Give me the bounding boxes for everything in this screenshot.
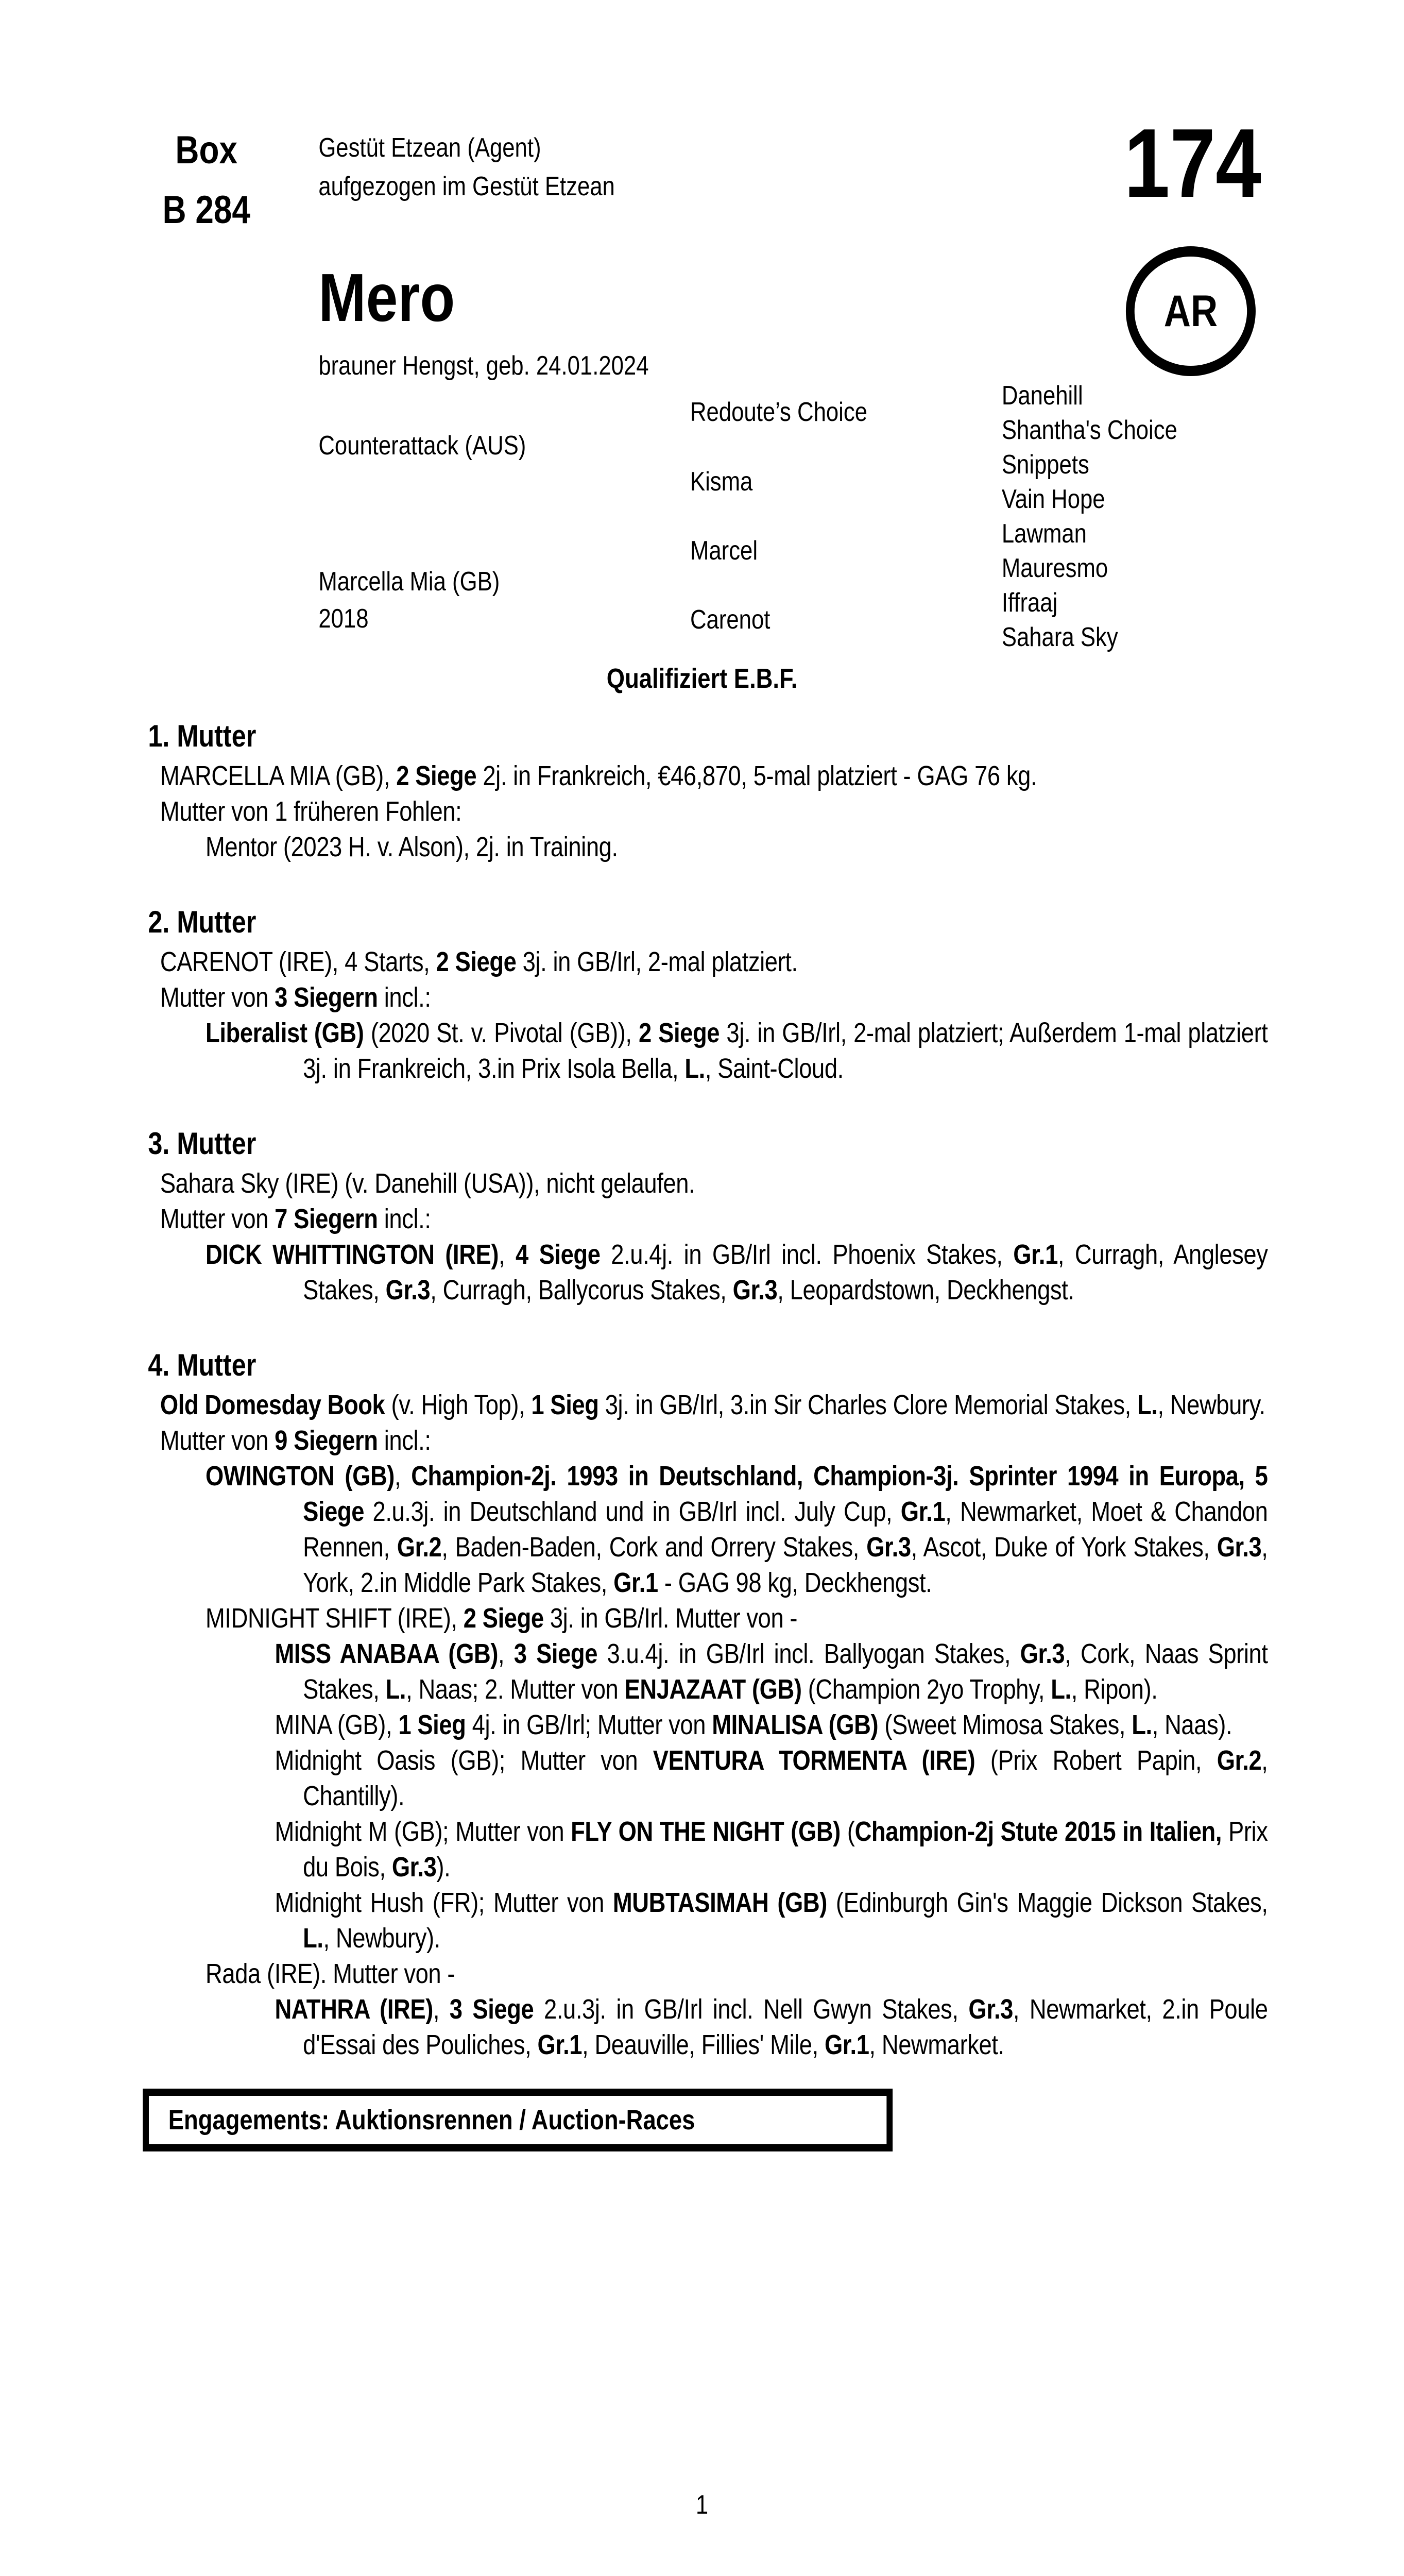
- emphasized-text: MISS ANABAA (GB): [275, 1638, 499, 1669]
- body-text: ,: [499, 1239, 516, 1270]
- horse-details: brauner Hengst, geb. 24.01.2024: [318, 351, 649, 381]
- section-paragraph: [0, 1166, 1404, 1201]
- section-paragraph: [0, 980, 1404, 1015]
- body-text: , Saint-Cloud.: [705, 1053, 844, 1084]
- pedigree-grandsire: Redoute’s Choice: [690, 397, 868, 427]
- lot-number: 174: [1124, 109, 1261, 218]
- section-paragraph: [0, 1956, 1404, 1992]
- emphasized-text: Gr.3: [391, 1852, 437, 1883]
- body-text: , Curragh, Ballycorus Stakes,: [430, 1275, 733, 1306]
- body-text: Sahara Sky (IRE) (v. Danehill (USA)), nicht gelaufen.: [160, 1168, 695, 1199]
- body-text: ,: [498, 1638, 514, 1669]
- body-text: incl.:: [378, 1425, 431, 1456]
- section-heading: 1. Mutter: [148, 719, 256, 753]
- emphasized-text: 2 Siege: [436, 946, 517, 977]
- body-text: (Champion 2yo Trophy,: [801, 1674, 1051, 1705]
- body-text: 2.u.3j. in GB/Irl incl. Nell Gwyn Stakes,: [534, 1994, 969, 2025]
- body-text: MARCELLA MIA (GB),: [160, 760, 397, 791]
- pedigree-table: [0, 379, 1404, 659]
- body-text: Midnight Oasis (GB); Mutter von: [275, 1745, 653, 1776]
- emphasized-text: Champion-2j. 1993 in Deutschland, Champion-3j. Sprinter 1994 in Europa, 5 Siege: [303, 1461, 1268, 1527]
- emphasized-text: 7 Siegern: [275, 1204, 378, 1234]
- emphasized-text: L.: [684, 1053, 705, 1084]
- emphasized-text: Gr.3: [1020, 1638, 1065, 1669]
- emphasized-text: Gr.3: [385, 1275, 431, 1306]
- body-text: , Cork, Naas Sprint Stakes,: [303, 1638, 1268, 1705]
- emphasized-text: 3 Siege: [513, 1638, 598, 1669]
- body-text: 2.u.3j. in Deutschland und in GB/Irl incl. July Cup,: [364, 1496, 901, 1527]
- body-text: , Naas; 2. Mutter von: [406, 1674, 625, 1705]
- body-text: Midnight M (GB); Mutter von: [275, 1816, 571, 1847]
- section-paragraph: [0, 1814, 1404, 1885]
- qualification-note: Qualifiziert E.B.F.: [606, 663, 798, 694]
- body-text: ,: [433, 1994, 450, 2025]
- body-text: 4j. in GB/Irl; Mutter von: [466, 1709, 712, 1740]
- body-text: incl.:: [378, 1204, 431, 1234]
- pedigree-grandsire: Marcel: [690, 536, 758, 566]
- race-record-sections: [0, 719, 1404, 2063]
- body-text: 3j. in GB/Irl, 2-mal platziert.: [516, 946, 798, 977]
- emphasized-text: L.: [1132, 1709, 1152, 1740]
- emphasized-text: L.: [385, 1674, 406, 1705]
- emphasized-text: DICK WHITTINGTON (IRE): [206, 1239, 499, 1270]
- emphasized-text: Gr.2: [1217, 1745, 1262, 1776]
- body-text: 3j. in GB/Irl, 3.in Sir Charles Clore Memorial Stakes,: [598, 1389, 1137, 1420]
- body-text: , Newbury.: [1157, 1389, 1265, 1420]
- body-text: 3.u.4j. in GB/Irl incl. Ballyogan Stakes,: [597, 1638, 1020, 1669]
- section-paragraph: [0, 1015, 1404, 1087]
- body-text: (v. High Top),: [385, 1389, 532, 1420]
- body-text: (Prix Robert Papin,: [975, 1745, 1217, 1776]
- emphasized-text: 3 Siege: [449, 1994, 534, 2025]
- body-text: Mutter von 1 früheren Fohlen:: [160, 796, 462, 827]
- pedigree-ancestor: Mauresmo: [1001, 553, 1108, 583]
- brand-code: AR: [1163, 286, 1218, 336]
- emphasized-text: 1 Sieg: [398, 1709, 466, 1740]
- body-text: (: [840, 1816, 855, 1847]
- emphasized-text: Gr.2: [397, 1532, 442, 1563]
- body-text: MIDNIGHT SHIFT (IRE),: [206, 1603, 464, 1634]
- emphasized-text: 2 Siege: [638, 1018, 720, 1048]
- body-text: incl.:: [378, 982, 431, 1013]
- body-text: Midnight Hush (FR); Mutter von: [275, 1887, 613, 1918]
- body-text: , Baden-Baden, Cork and Orrery Stakes,: [441, 1532, 867, 1563]
- pedigree-ancestor: Iffraaj: [1001, 588, 1058, 618]
- section-heading: 4. Mutter: [148, 1348, 256, 1382]
- emphasized-text: 9 Siegern: [275, 1425, 378, 1456]
- emphasized-text: 1 Sieg: [531, 1389, 599, 1420]
- emphasized-text: Gr.1: [900, 1496, 946, 1527]
- section-paragraph: [0, 1636, 1404, 1707]
- box-number: B 284: [162, 188, 250, 232]
- pedigree-ancestor: Snippets: [1001, 450, 1089, 480]
- emphasized-text: Gr.1: [613, 1567, 658, 1598]
- body-text: 3j. in GB/Irl. Mutter von -: [543, 1603, 798, 1634]
- emphasized-text: Gr.1: [537, 2029, 583, 2060]
- section-paragraph: [0, 1601, 1404, 1636]
- emphasized-text: FLY ON THE NIGHT (GB): [571, 1816, 841, 1847]
- emphasized-text: MUBTASIMAH (GB): [612, 1887, 827, 1918]
- emphasized-text: Gr.3: [732, 1275, 778, 1306]
- engagements-label: Engagements: Auktionsrennen / Auction-Races: [168, 2105, 695, 2136]
- body-text: - GAG 98 kg, Deckhengst.: [658, 1567, 932, 1598]
- section-paragraph: [0, 794, 1404, 829]
- section-paragraph: [0, 1743, 1404, 1814]
- pedigree-dam: [318, 563, 500, 637]
- section-heading: 2. Mutter: [148, 905, 256, 939]
- body-text: 2.u.4j. in GB/Irl incl. Phoenix Stakes,: [600, 1239, 1014, 1270]
- emphasized-text: VENTURA TORMENTA (IRE): [653, 1745, 975, 1776]
- pedigree-dam-year: 2018: [318, 604, 369, 634]
- emphasized-text: MINALISA (GB): [712, 1709, 879, 1740]
- pedigree-granddam: Carenot: [690, 605, 771, 635]
- body-text: CARENOT (IRE), 4 Starts,: [160, 946, 436, 977]
- emphasized-text: Gr.3: [968, 1994, 1013, 2025]
- pedigree-ancestor: Vain Hope: [1001, 484, 1105, 514]
- body-text: , Newbury).: [323, 1923, 440, 1954]
- body-text: , Chantilly).: [303, 1745, 1268, 1811]
- section-paragraph: [0, 829, 1404, 865]
- emphasized-text: Old Domesday Book: [160, 1389, 385, 1420]
- horse-name: Mero: [318, 260, 455, 335]
- emphasized-text: L.: [1137, 1389, 1158, 1420]
- section-paragraph: [0, 1423, 1404, 1459]
- pedigree-ancestor: Sahara Sky: [1001, 622, 1118, 652]
- consignor-block: [318, 129, 615, 206]
- page-number: 1: [695, 2490, 709, 2520]
- body-text: , Ripon).: [1071, 1674, 1158, 1705]
- pedigree-ancestor: Lawman: [1001, 519, 1087, 549]
- engagements-box: [143, 2089, 893, 2151]
- section-paragraph: [0, 758, 1404, 794]
- section-paragraph: [0, 1707, 1404, 1743]
- emphasized-text: L.: [303, 1923, 323, 1954]
- emphasized-text: L.: [1051, 1674, 1071, 1705]
- body-text: Mutter von: [160, 1425, 275, 1456]
- body-text: Mentor (2023 H. v. Alson), 2j. in Training.: [206, 832, 618, 862]
- body-text: , Newmarket.: [869, 2029, 1004, 2060]
- stable-box: [140, 129, 273, 232]
- body-text: , Leopardstown, Deckhengst.: [777, 1275, 1074, 1306]
- box-label: Box: [175, 128, 238, 172]
- emphasized-text: 3 Siegern: [275, 982, 378, 1013]
- consignor-name: Gestüt Etzean (Agent): [318, 133, 541, 163]
- body-text: , Newmarket, Moet & Chandon Rennen,: [303, 1496, 1268, 1563]
- section-paragraph: [0, 1201, 1404, 1237]
- section-paragraph: [0, 1237, 1404, 1308]
- emphasized-text: Champion-2j Stute 2015 in Italien,: [854, 1816, 1222, 1847]
- body-text: 3j. in GB/Irl, 2-mal platziert; Außerdem 1-mal platziert 3j. in Frankreich, 3.in Prix Isola Bella,: [303, 1018, 1268, 1084]
- section-heading: 3. Mutter: [148, 1126, 256, 1161]
- body-text: MINA (GB),: [275, 1709, 399, 1740]
- body-text: Mutter von: [160, 982, 275, 1013]
- section-paragraph: [0, 1885, 1404, 1956]
- body-text: ,: [394, 1461, 412, 1492]
- emphasized-text: 4 Siege: [516, 1239, 601, 1270]
- body-text: (2020 St. v. Pivotal (GB)),: [364, 1018, 639, 1048]
- body-text: , Deauville, Fillies' Mile,: [582, 2029, 825, 2060]
- emphasized-text: NATHRA (IRE): [275, 1994, 433, 2025]
- emphasized-text: Liberalist (GB): [206, 1018, 364, 1048]
- emphasized-text: ENJAZAAT (GB): [624, 1674, 802, 1705]
- body-text: (Sweet Mimosa Stakes,: [878, 1709, 1132, 1740]
- section-paragraph: [0, 1387, 1404, 1423]
- pedigree-ancestor: Danehill: [1001, 381, 1083, 411]
- page-header: [0, 0, 1404, 379]
- emphasized-text: Gr.1: [824, 2029, 869, 2060]
- body-text: Prix du Bois,: [303, 1816, 1268, 1883]
- body-text: , York, 2.in Middle Park Stakes,: [303, 1532, 1268, 1598]
- body-text: Rada (IRE). Mutter von -: [206, 1958, 455, 1989]
- body-text: (Edinburgh Gin's Maggie Dickson Stakes,: [827, 1887, 1268, 1918]
- emphasized-text: 2 Siege: [463, 1603, 544, 1634]
- section-paragraph: [0, 1459, 1404, 1601]
- pedigree-ancestor: Shantha's Choice: [1001, 415, 1177, 445]
- body-text: 2j. in Frankreich, €46,870, 5-mal platziert - GAG 76 kg.: [476, 760, 1037, 791]
- emphasized-text: Gr.3: [1217, 1532, 1262, 1563]
- body-text: ).: [436, 1852, 451, 1883]
- emphasized-text: OWINGTON (GB): [206, 1461, 395, 1492]
- pedigree-sire: Counterattack (AUS): [318, 431, 526, 461]
- body-text: , Curragh, Anglesey Stakes,: [303, 1239, 1268, 1306]
- raised-at-note: aufgezogen im Gestüt Etzean: [318, 172, 615, 201]
- body-text: , Newmarket, 2.in Poule d'Essai des Pouliches,: [303, 1994, 1268, 2060]
- pedigree-granddam: Kisma: [690, 467, 753, 497]
- body-text: , Ascot, Duke of York Stakes,: [911, 1532, 1217, 1563]
- pedigree-dam-name: Marcella Mia (GB): [318, 567, 500, 597]
- emphasized-text: Gr.1: [1013, 1239, 1058, 1270]
- section-paragraph: [0, 944, 1404, 980]
- section-paragraph: [0, 1992, 1404, 2063]
- emphasized-text: Gr.3: [866, 1532, 911, 1563]
- emphasized-text: 2 Siege: [396, 760, 477, 791]
- body-text: Mutter von: [160, 1204, 275, 1234]
- body-text: , Naas).: [1152, 1709, 1232, 1740]
- brand-stamp-circle: [1126, 246, 1256, 376]
